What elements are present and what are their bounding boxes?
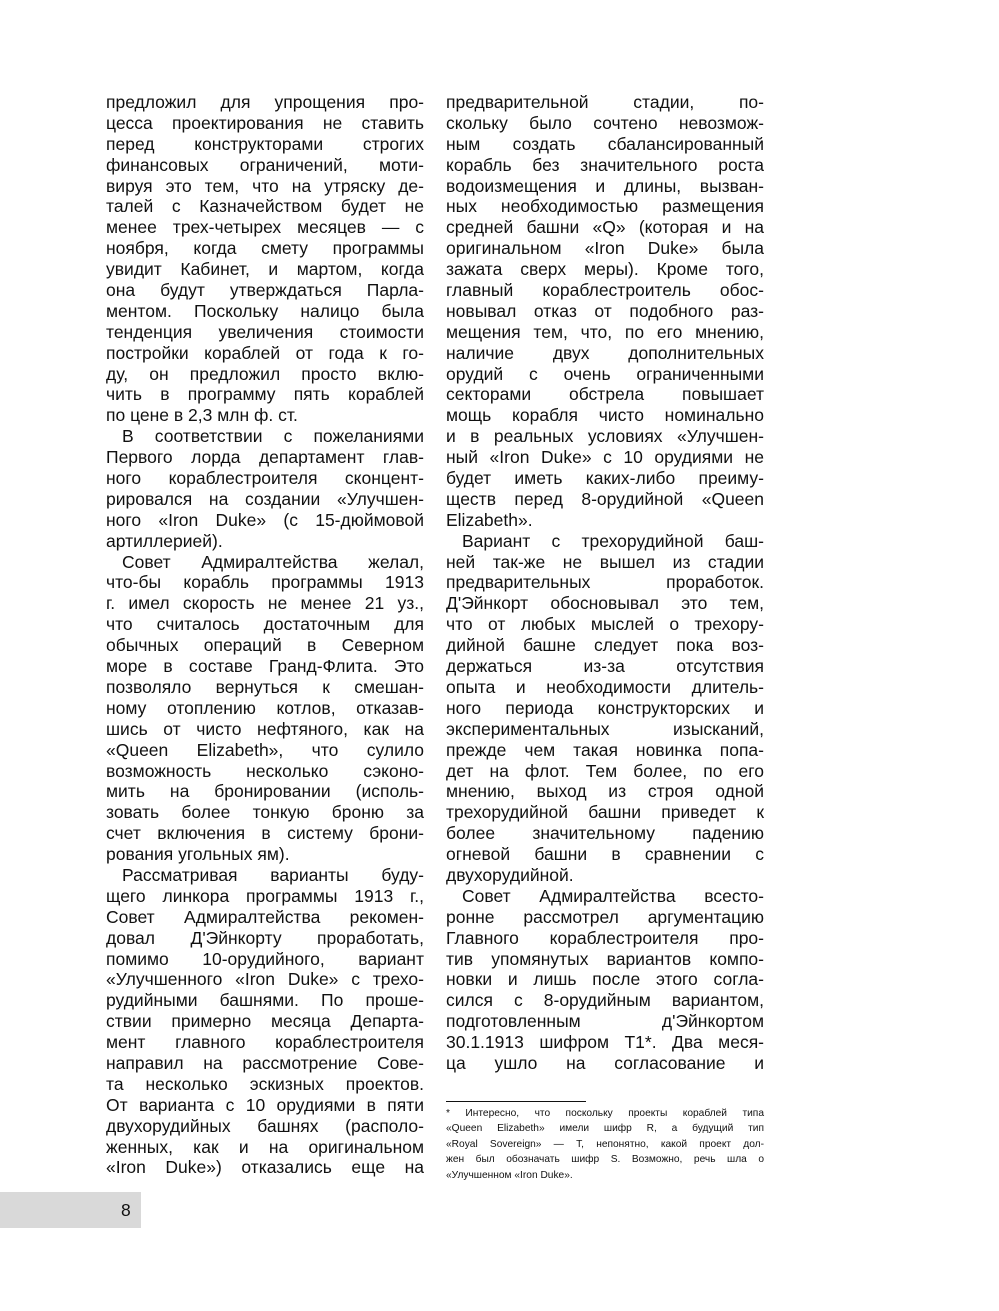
footnote-line: «Улучшенном «Iron Duke». <box>446 1169 573 1181</box>
right-column-line: опыта и необходимости длитель- <box>446 676 764 697</box>
left-column-line: что-бы корабль программы 1913 <box>106 572 424 593</box>
left-column-line: обычных операций в Северном <box>106 635 424 656</box>
left-column-line: двухорудийных башнях (располо- <box>106 1115 424 1136</box>
left-column-line: Рассматривая варианты буду- <box>122 864 424 885</box>
left-column-line: Первого лорда департамент глав- <box>106 447 424 468</box>
right-column-line: подготовленным д'Эйнкортом <box>446 1011 764 1032</box>
left-column-line: что считалось достаточным для <box>106 614 424 635</box>
right-column-line: предварительных проработок. <box>446 572 764 593</box>
left-column-line: рудийными башнями. По проше- <box>106 990 424 1011</box>
left-column-line: ствии примерно месяца Департа- <box>106 1011 424 1032</box>
right-column-line: Главного кораблестроителя про- <box>446 927 764 948</box>
right-column-line: ществ перед 8-орудийной «Queen <box>446 488 764 509</box>
left-column-line: рования угольных ям). <box>106 844 290 865</box>
page-number: 8 <box>121 1200 131 1220</box>
left-column-line: возможность несколько сэконо- <box>106 760 424 781</box>
left-column-line: ду, он предложил просто вклю- <box>106 363 424 384</box>
right-column-line: средней башни «Q» (которая и на <box>446 217 764 238</box>
footnote-line: «Queen Elizabeth» имели шифр R, а будущий тип <box>446 1123 764 1135</box>
right-column-line: огневой башни в сравнении с <box>446 844 764 865</box>
left-column-line: В соответствии с пожеланиями <box>122 426 424 447</box>
left-column-line: она будут утверждаться Парла- <box>106 280 424 301</box>
right-column-line: держаться из-за отсутствия <box>446 656 764 677</box>
right-column-line: будет иметь каких-либо преиму- <box>446 468 764 489</box>
right-column-line: наличие двух дополнительных <box>446 342 764 363</box>
left-column-line: тенденция увеличения стоимости <box>106 321 424 342</box>
right-column-line: водоизмещения и длины, вызван- <box>446 175 764 196</box>
left-column-line: шись от чисто нефтяного, как на <box>106 718 424 739</box>
footnote-line: «Royal Sovereign» — Т, непонятно, какой проект дол- <box>446 1138 764 1150</box>
right-column-line: корабль без значительного роста <box>446 154 764 175</box>
left-column-line: ного кораблестроителя сконцент- <box>106 468 424 489</box>
left-column-line: артиллерией). <box>106 530 223 551</box>
right-column <box>446 92 764 1074</box>
right-column-line: Вариант с трехорудийной баш- <box>462 530 764 551</box>
footnote-rule <box>446 1101 586 1102</box>
left-column-line: рировался на создании «Улучшен- <box>106 488 424 509</box>
footnote <box>446 1106 764 1183</box>
right-column-line: оригинальном «Iron Duke» была <box>446 238 764 259</box>
left-column-line: цесса проектирования не ставить <box>106 112 424 133</box>
left-column-line: направил на рассмотрение Сове- <box>106 1052 424 1073</box>
left-column-line: «Iron Duke») отказались еще на <box>106 1157 424 1178</box>
left-column-line: постройки кораблей от года к го- <box>106 342 424 363</box>
right-column-line: Д'Эйнкорт обосновывал это тем, <box>446 593 764 614</box>
left-column-line: «Queen Elizabeth», что сулило <box>106 739 424 760</box>
right-column-line: ней так-же не вышел из стадии <box>446 551 764 572</box>
left-column-line: менее трех-четырех месяцев — с <box>106 217 424 238</box>
right-column-line: орудий с очень ограниченными <box>446 363 764 384</box>
right-column-line: дет на флот. Тем более, по его <box>446 760 764 781</box>
left-column-line: щего линкора программы 1913 г., <box>106 885 424 906</box>
right-column-line: зажата сверх меры). Кроме того, <box>446 259 764 280</box>
left-column-line: увидит Кабинет, и мартом, когда <box>106 259 424 280</box>
right-column-line: предварительной стадии, по- <box>446 92 764 112</box>
right-column-line: экспериментальных изысканий, <box>446 718 764 739</box>
left-column-line: женных, как и на оригинальном <box>106 1136 424 1157</box>
left-column-line: чить в программу пять кораблей <box>106 384 424 405</box>
left-column-line: ментом. Поскольку налицо была <box>106 300 424 321</box>
left-column-line: финансовых ограничений, моти- <box>106 154 424 175</box>
left-column-line: ному отоплению котлов, отказав- <box>106 697 424 718</box>
left-column-line: Совет Адмиралтейства желал, <box>122 551 424 572</box>
left-column-line: ноября, когда смету программы <box>106 238 424 259</box>
left-column-line: зовать более тонкую броню за <box>106 802 424 823</box>
right-column-line: ным создать сбалансированный <box>446 133 764 154</box>
right-column-line: Elizabeth». <box>446 509 533 530</box>
footnote-line: жен был обозначать шифр S. Возможно, речь шла о <box>446 1154 764 1166</box>
right-column-line: дийной башне следует пока воз- <box>446 635 764 656</box>
left-column-line: довал Д'Эйнкорту проработать, <box>106 927 424 948</box>
right-column-line: скольку было сочтено невозмож- <box>446 112 764 133</box>
right-column-line: ный «Iron Duke» с 10 орудиями не <box>446 447 764 468</box>
left-column-line: помимо 10-орудийного, вариант <box>106 948 424 969</box>
page-number-tab <box>0 1192 141 1228</box>
right-column-line: мощь корабля чисто номинально <box>446 405 764 426</box>
right-column-line: новки и лишь после этого согла- <box>446 969 764 990</box>
left-column-line: г. имел скорость не менее 21 уз., <box>106 593 424 614</box>
right-column-line: более значительному падению <box>446 823 764 844</box>
right-column-line: Совет Адмиралтейства всесто- <box>462 885 764 906</box>
footnote-line: * Интересно, что поскольку проекты кораблей типа <box>446 1108 764 1119</box>
right-column-line: двухорудийной. <box>446 864 574 885</box>
right-column-line: ца ушло на согласование и <box>446 1052 764 1073</box>
right-column-line: секторами обстрела повышает <box>446 384 764 405</box>
left-column-line: ного «Iron Duke» (с 15-дюймовой <box>106 509 424 530</box>
right-column-line: 30.1.1913 шифром Т1*. Два меся- <box>446 1032 764 1053</box>
right-column-line: трехорудийной башни приведет к <box>446 802 764 823</box>
right-column-line: новывал отказ от подобного раз- <box>446 300 764 321</box>
left-column-line: мить на бронировании (исполь- <box>106 781 424 802</box>
left-column-line: мент главного кораблестроителя <box>106 1032 424 1053</box>
right-column-line: ных необходимостью размещения <box>446 196 764 217</box>
left-column-line: позволяло вернуться к смешан- <box>106 676 424 697</box>
left-column-line: перед конструкторами строгих <box>106 133 424 154</box>
left-column-line: От варианта с 10 орудиями в пяти <box>106 1094 424 1115</box>
left-column-line: талей с Казначейством будет не <box>106 196 424 217</box>
left-column-line: море в составе Гранд-Флита. Это <box>106 656 424 677</box>
right-column-line: прежде чем такая новинка попа- <box>446 739 764 760</box>
right-column-line: ронне рассмотрел аргументацию <box>446 906 764 927</box>
left-column <box>106 92 424 1178</box>
right-column-line: тив упомянутых вариантов компо- <box>446 948 764 969</box>
left-column-line: счет включения в систему брони- <box>106 823 424 844</box>
left-column-line: предложил для упрощения про- <box>106 92 424 112</box>
right-column-line: и в реальных условиях «Улучшен- <box>446 426 764 447</box>
right-column-line: мещения тем, что, по его мнению, <box>446 321 764 342</box>
right-column-line: что от любых мыслей о трехору- <box>446 614 764 635</box>
right-column-line: ного периода конструкторских и <box>446 697 764 718</box>
right-column-line: сился с 8-орудийным вариантом, <box>446 990 764 1011</box>
right-column-line: главный кораблестроитель обос- <box>446 280 764 301</box>
left-column-line: по цене в 2,3 млн ф. ст. <box>106 405 298 426</box>
left-column-line: Совет Адмиралтейства рекомен- <box>106 906 424 927</box>
right-column-line: мнению, выход из строя одной <box>446 781 764 802</box>
left-column-line: вируя это тем, что на утряску де- <box>106 175 424 196</box>
left-column-line: «Улучшенного «Iron Duke» с трехо- <box>106 969 424 990</box>
left-column-line: та несколько эскизных проектов. <box>106 1073 424 1094</box>
